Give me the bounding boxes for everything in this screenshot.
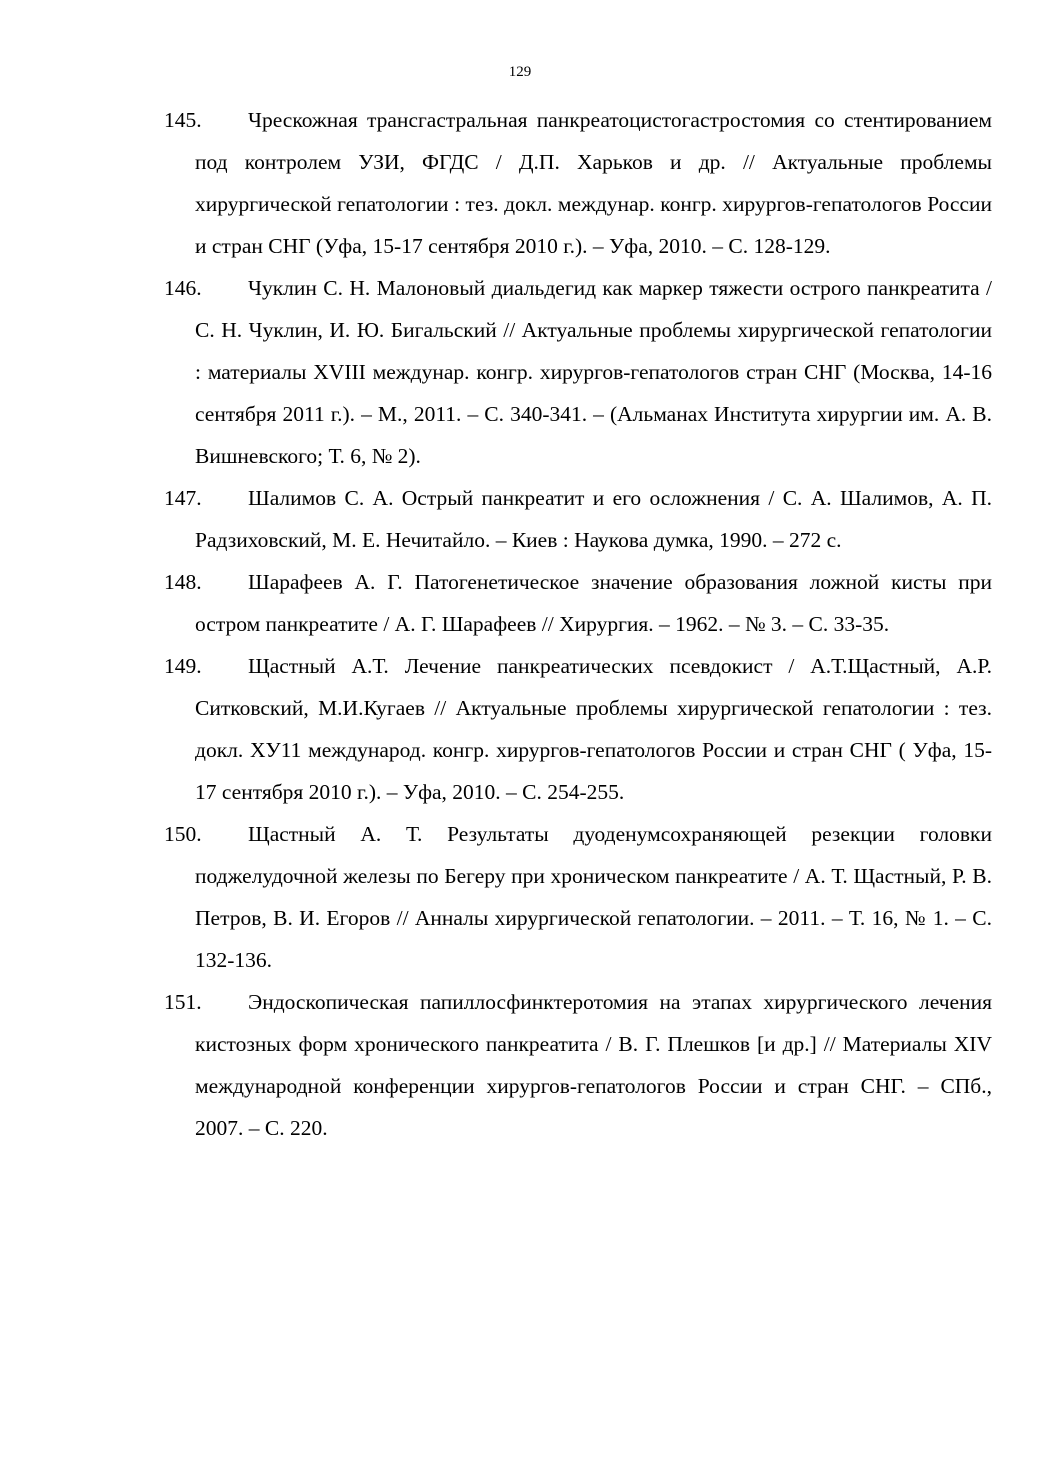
reference-text: Щастный А.Т. Лечение панкреатических псевдокист / А.Т.Щастный, А.Р. Ситковский, М.И.Кугаев // Актуальные проблемы хирургической гепатологии : тез. докл. ХУ11 международ. конгр. хирургов-гепатологов России и стран СНГ ( Уфа, 15-17 сентября 2010 г.). – Уфа, 2010. – С. 254-255. [195, 654, 992, 804]
reference-text: Шалимов С. А. Острый панкреатит и его осложнения / С. А. Шалимов, А. П. Радзиховский, М. Е. Нечитайло. – Киев : Наукова думка, 1990. – 272 с. [195, 486, 992, 552]
reference-entry-151 [164, 981, 992, 1149]
reference-number: 147. [164, 486, 202, 510]
reference-number: 145. [164, 108, 202, 132]
reference-number: 146. [164, 276, 202, 300]
reference-text: Щастный А. Т. Результаты дуоденумсохраняющей резекции головки поджелудочной железы по Бегеру при хроническом панкреатите / А. Т. Щастный, Р. В. Петров, В. И. Егоров // Анналы хирургической гепатологии. – 2011. – Т. 16, № 1. – С. 132-136. [195, 822, 992, 972]
reference-text: Шарафеев А. Г. Патогенетическое значение образования ложной кисты при остром панкреатите / А. Г. Шарафеев // Хирургия. – 1962. – № 3. – С. 33-35. [195, 570, 992, 636]
reference-entry-149 [164, 645, 992, 813]
reference-list [164, 99, 992, 1149]
reference-number: 148. [164, 570, 202, 594]
reference-number: 149. [164, 654, 202, 678]
reference-number: 151. [164, 990, 202, 1014]
reference-entry-150 [164, 813, 992, 981]
reference-entry-145 [164, 99, 992, 267]
reference-entry-147 [164, 477, 992, 561]
reference-text: Эндоскопическая папиллосфинктеротомия на этапах хирургического лечения кистозных форм хронического панкреатита / В. Г. Плешков [и др.] // Материалы XIV международной конференции хирургов-гепатологов России и стран СНГ. – СПб., 2007. – С. 220. [195, 990, 992, 1140]
reference-entry-146 [164, 267, 992, 477]
reference-entry-148 [164, 561, 992, 645]
reference-text: Чуклин С. Н. Малоновый диальдегид как маркер тяжести острого панкреатита / С. Н. Чуклин, И. Ю. Бигальский // Актуальные проблемы хирургической гепатологии : материалы XVIII междунар. конгр. хирургов-гепатологов стран СНГ (Москва, 14-16 сентября 2011 г.). – М., 2011. – С. 340-341. – (Альманах Института хирургии им. А. В. Вишневского; Т. 6, № 2). [195, 276, 992, 468]
reference-text: Чрескожная трансгастральная панкреатоцистогастростомия со стентированием под контролем УЗИ, ФГДС / Д.П. Харьков и др. // Актуальные проблемы хирургической гепатологии : тез. докл. междунар. конгр. хирургов-гепатологов России и стран СНГ (Уфа, 15-17 сентября 2010 г.). – Уфа, 2010. – С. 128-129. [195, 108, 992, 258]
page-number: 129 [508, 64, 532, 80]
reference-number: 150. [164, 822, 202, 846]
